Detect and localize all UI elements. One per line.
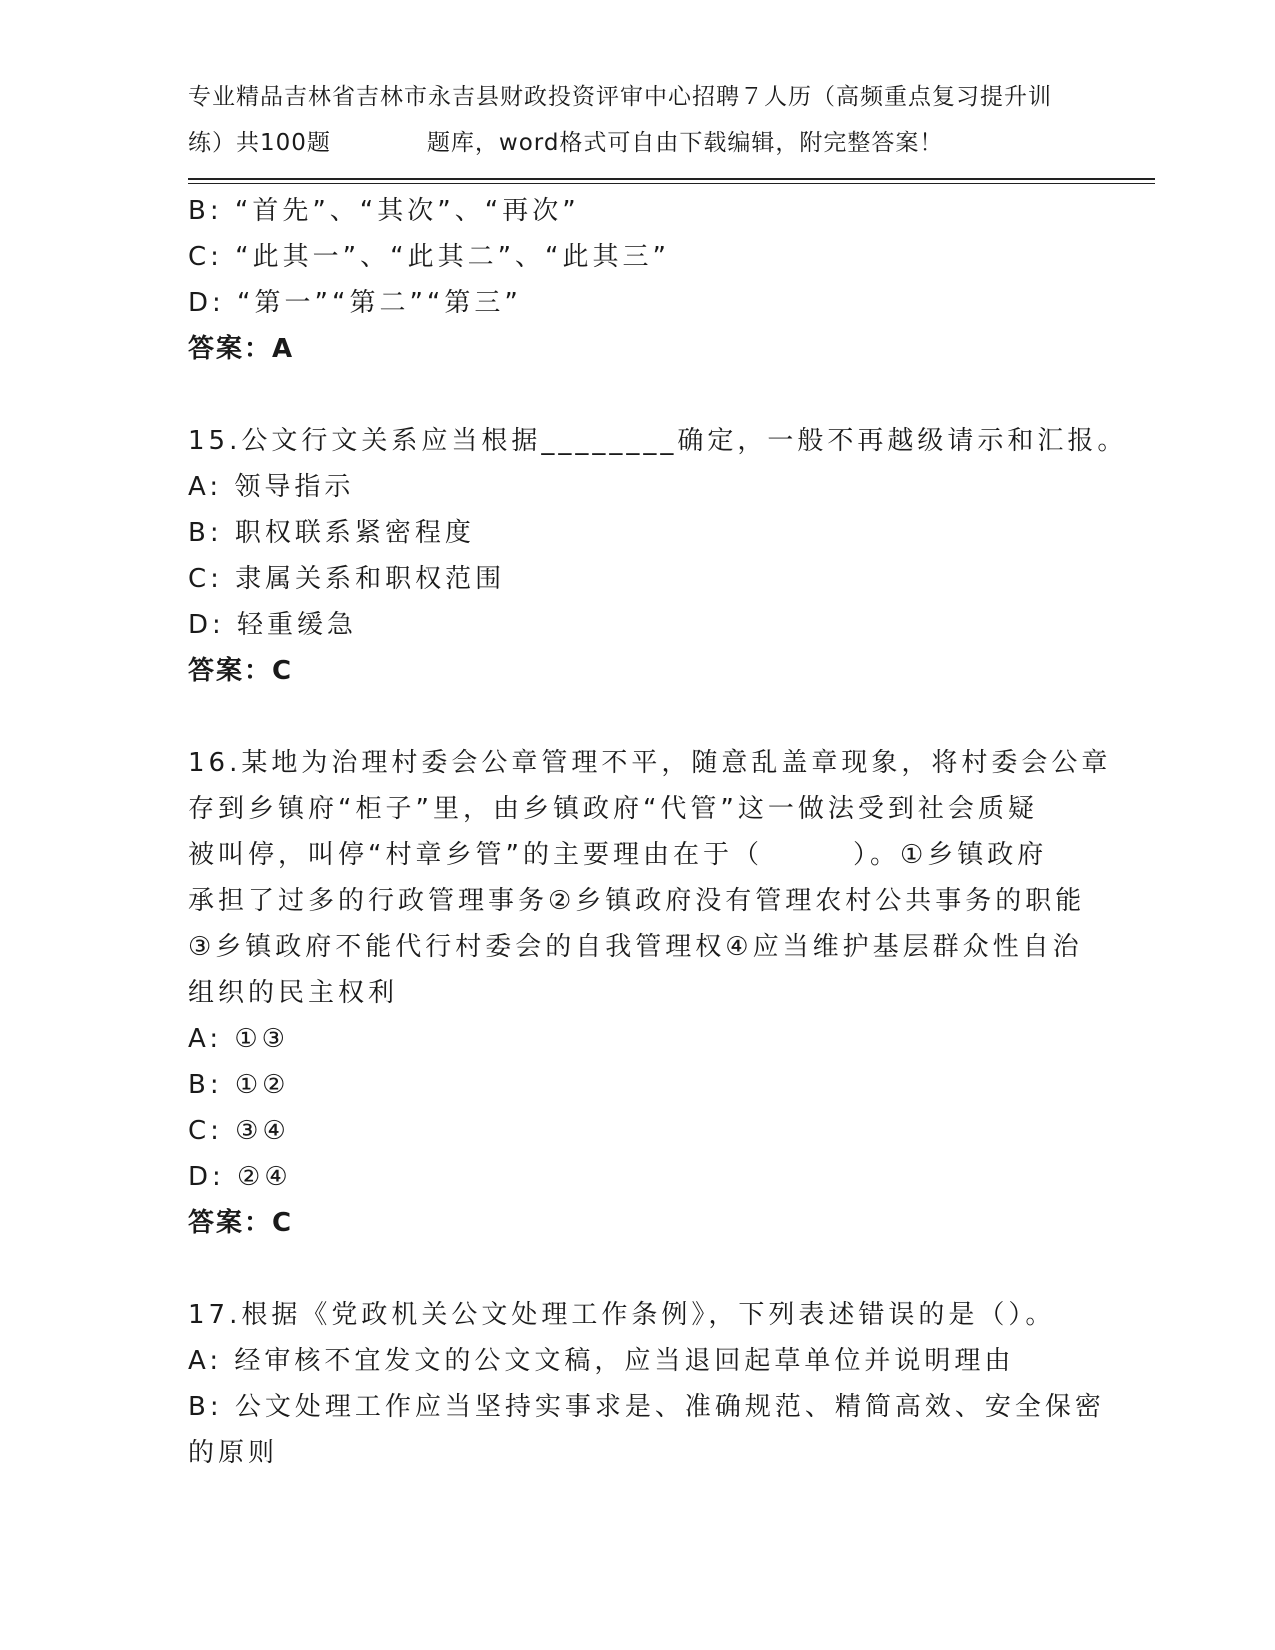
header-title-line-2: 练）共100题 题库，word格式可自由下载编辑，附完整答案！ — [188, 130, 944, 156]
question-14-tail — [188, 188, 1088, 372]
question-stem-line: 组织的民主权利 — [188, 978, 399, 1008]
option-d: D: 轻重缓急 — [188, 610, 358, 640]
option-a: A: 领导指示 — [188, 472, 355, 502]
option-d: D: ②④ — [188, 1162, 292, 1192]
option-a: A: ①③ — [188, 1024, 289, 1054]
question-16 — [188, 740, 1112, 1246]
question-stem: 15.公文行文关系应当根据________确定，一般不再越级请示和汇报。 — [188, 426, 1128, 456]
option-c: C: ③④ — [188, 1116, 290, 1146]
question-list — [188, 188, 1128, 1476]
question-stem-line: 被叫停，叫停“村章乡管”的主要理由在于（ ）。①乡镇政府 — [188, 840, 1048, 870]
question-stem-line: 承担了过多的行政管理事务②乡镇政府没有管理农村公共事务的职能 — [188, 886, 1086, 916]
header-title-line-1: 专业精品吉林省吉林市永吉县财政投资评审中心招聘７人历（高频重点复习提升训 — [188, 84, 1052, 110]
option-a: A: 经审核不宜发文的公文文稿，应当退回起草单位并说明理由 — [188, 1346, 1015, 1376]
question-17 — [188, 1292, 1105, 1476]
option-b-line: B: 公文处理工作应当坚持实事求是、准确规范、精简高效、安全保密 — [188, 1392, 1105, 1422]
spacer — [188, 372, 1088, 418]
question-stem-line: ③乡镇政府不能代行村委会的自我管理权④应当维护基层群众性自治 — [188, 932, 1083, 962]
answer: 答案：A — [188, 334, 295, 364]
question-stem-line: 16.某地为治理村委会公章管理不平，随意乱盖章现象，将村委会公章 — [188, 748, 1112, 778]
option-c: C: 隶属关系和职权范围 — [188, 564, 506, 594]
document-header — [188, 74, 1088, 166]
option-b-line: 的原则 — [188, 1438, 279, 1468]
option-b: B: “首先”、“其次”、“再次” — [188, 196, 580, 226]
header-divider-thick — [188, 178, 1155, 180]
header-divider-thin — [188, 183, 1155, 184]
answer: 答案：C — [188, 1208, 294, 1238]
answer: 答案：C — [188, 656, 294, 686]
question-15 — [188, 418, 1128, 694]
option-d: D: “第一”“第二”“第三” — [188, 288, 522, 318]
spacer — [188, 694, 1088, 740]
question-stem-line: 存到乡镇府“柜子”里，由乡镇政府“代管”这一做法受到社会质疑 — [188, 794, 1038, 824]
option-b: B: 职权联系紧密程度 — [188, 518, 475, 548]
spacer — [188, 1246, 1088, 1292]
option-c: C: “此其一”、“此其二”、“此其三” — [188, 242, 670, 272]
option-b: B: ①② — [188, 1070, 290, 1100]
question-stem: 17.根据《党政机关公文处理工作条例》，下列表述错误的是（）。 — [188, 1300, 1056, 1330]
